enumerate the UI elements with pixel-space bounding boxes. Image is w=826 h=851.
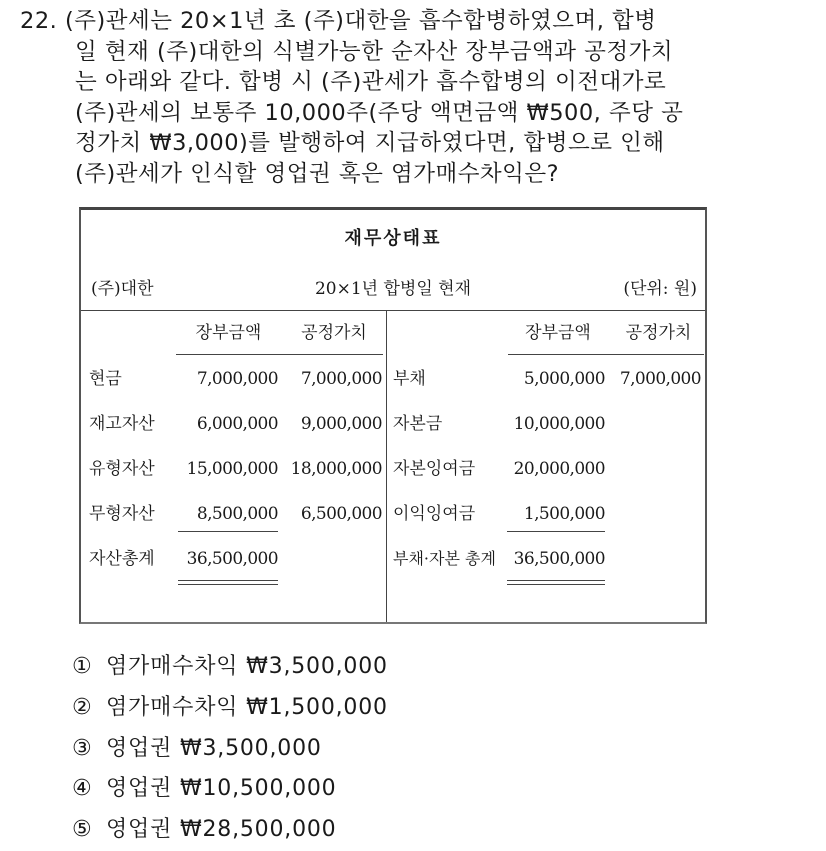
liability-equity-fair: 7,000,000 [619, 369, 701, 389]
choice-3[interactable] [72, 729, 388, 770]
statement-header-rule [81, 310, 705, 311]
header-underline-right [508, 354, 704, 355]
liability-equity-book: 5,000,000 [523, 369, 605, 389]
header-right-fair: 공정가치 [625, 323, 692, 343]
statement-title: 재무상태표 [344, 228, 442, 249]
liab-equity-total-book: 36,500,000 [513, 549, 605, 569]
question-text [20, 6, 810, 189]
choice-mark: ③ [72, 735, 93, 761]
choice-5[interactable] [72, 810, 388, 851]
header-left-book: 장부금액 [195, 323, 262, 343]
asset-name: 무형자산 [89, 504, 155, 524]
question-line: 일 현재 (주)대한의 식별가능한 순자산 장부금액과 공정가치 [75, 38, 674, 65]
statement-date: 20×1년 합병일 현재 [314, 279, 472, 299]
assets-total-double-rule [178, 584, 278, 585]
question-line-text: (주)관세는 20×1년 초 (주)대한을 흡수합병하였으며, 합병 [64, 8, 657, 34]
header-right-book: 장부금액 [525, 323, 591, 343]
assets-total-double-rule [178, 580, 278, 581]
asset-book: 8,500,000 [196, 504, 278, 524]
liability-equity-name: 이익잉여금 [393, 504, 476, 524]
asset-name: 현금 [89, 369, 122, 389]
liab-equity-total-name: 부채·자본 총계 [393, 549, 496, 568]
choice-mark: ② [72, 694, 93, 720]
question-line: 정가치 ₩3,000)를 발행하여 지급하였다면, 합병으로 인해 [75, 130, 665, 156]
statement-unit: (단위: 원) [623, 279, 697, 299]
asset-name: 유형자산 [89, 459, 155, 479]
liability-equity-book: 1,500,000 [523, 504, 605, 524]
header-underline-left [176, 354, 383, 355]
asset-fair: 9,000,000 [300, 414, 382, 434]
header-left-fair: 공정가치 [301, 323, 367, 343]
liab-equity-total-rule [507, 531, 605, 532]
question-line: (주)관세가 인식할 영업권 혹은 염가매수차익은? [75, 160, 560, 187]
liab-equity-total-double-rule [507, 584, 605, 585]
choice-text: 염가매수차익 ₩3,500,000 [106, 654, 388, 679]
liability-equity-name: 자본잉여금 [393, 459, 476, 479]
choice-text: 영업권 ₩28,500,000 [106, 817, 337, 843]
statement-center-divider [386, 310, 387, 622]
choice-4[interactable] [72, 769, 388, 810]
asset-book: 7,000,000 [196, 369, 278, 389]
liability-equity-book: 20,000,000 [513, 459, 605, 479]
answer-choices [72, 647, 388, 851]
statement-company: (주)대한 [91, 279, 154, 299]
assets-total-name: 자산총계 [89, 549, 155, 569]
asset-fair: 7,000,000 [300, 369, 382, 389]
asset-book: 6,000,000 [196, 414, 278, 434]
question-line: 는 아래와 같다. 합병 시 (주)관세가 흡수합병의 이전대가로 [75, 69, 667, 95]
assets-total-book: 36,500,000 [186, 549, 278, 569]
asset-name: 재고자산 [89, 414, 155, 434]
liability-equity-book: 10,000,000 [513, 414, 605, 434]
assets-total-rule [178, 531, 278, 532]
choice-2[interactable] [72, 688, 388, 729]
question-line: (주)관세의 보통주 10,000주(주당 액면금액 ₩500, 주당 공 [75, 99, 684, 126]
asset-fair: 18,000,000 [290, 459, 382, 479]
balance-sheet-table [79, 207, 707, 624]
choice-text: 영업권 ₩10,500,000 [106, 776, 337, 802]
liability-equity-name: 자본금 [393, 414, 443, 434]
choice-mark: ⑤ [72, 817, 93, 843]
choice-mark: ④ [72, 776, 93, 802]
choice-text: 영업권 ₩3,500,000 [106, 735, 322, 761]
question-number: 22. [20, 8, 58, 34]
asset-fair: 6,500,000 [300, 504, 382, 524]
choice-1[interactable] [72, 647, 388, 688]
asset-book: 15,000,000 [186, 459, 278, 479]
liab-equity-total-double-rule [507, 580, 605, 581]
choice-mark: ① [72, 654, 93, 679]
question-line [20, 6, 810, 37]
liability-equity-name: 부채 [393, 369, 426, 389]
choice-text: 염가매수차익 ₩1,500,000 [106, 694, 388, 720]
